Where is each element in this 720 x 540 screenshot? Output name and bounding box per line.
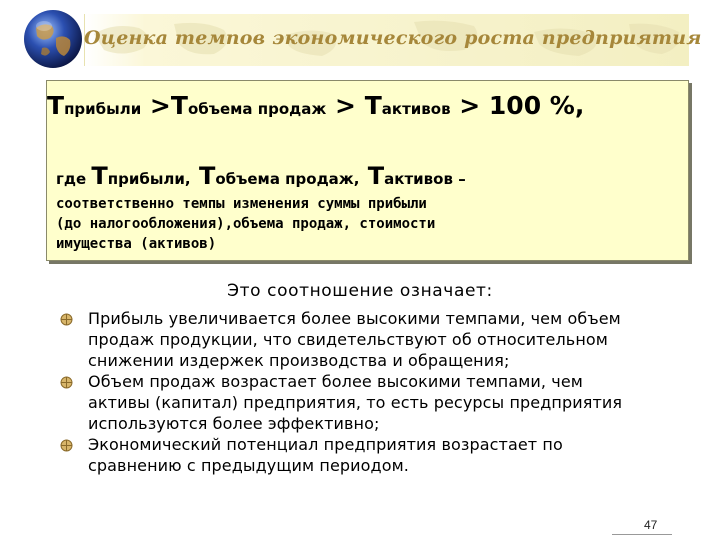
formula-op-1: >Т xyxy=(141,91,188,120)
where-line xyxy=(56,162,466,190)
bullet-list xyxy=(60,308,700,476)
page-title: Оценка темпов экономического роста предприятия xyxy=(84,27,702,49)
list-item xyxy=(60,308,700,371)
where-sub-sales: объема продаж, xyxy=(215,170,360,188)
list-item xyxy=(60,371,700,434)
bullet-icon xyxy=(60,313,73,326)
where-t-assets: Т xyxy=(359,162,385,190)
where-sub-profit: прибыли, xyxy=(107,170,191,188)
formula-box xyxy=(46,80,689,261)
formula-op-2: > Т xyxy=(326,91,382,120)
bullet-icon xyxy=(60,376,73,389)
where-t-sales: Т xyxy=(190,162,216,190)
formula-sub-assets: активов xyxy=(381,100,451,118)
bullet-text: Объем продаж возрастает более высокими темпами, чем активы (капитал) предприятия, то есть ресурсы предприятия используются более эффективно; xyxy=(88,372,623,433)
formula-sub-sales: объема продаж xyxy=(187,100,327,118)
formula-op-3: > 100 %, xyxy=(450,91,585,120)
page-number-underline xyxy=(612,534,672,535)
list-item xyxy=(60,434,700,476)
bullet-text: Экономический потенциал предприятия возрастает по сравнению с предыдущим периодом. xyxy=(88,435,563,475)
definition-text: соответственно темпы изменения суммы прибыли (до налогообложения),объема продаж, стоимости имущества (активов) xyxy=(56,196,436,252)
bullet-icon xyxy=(60,439,73,452)
page-number: 47 xyxy=(644,518,658,532)
meaning-heading: Это соотношение означает: xyxy=(227,281,493,301)
where-t-profit: Т xyxy=(91,162,108,190)
globe-icon xyxy=(22,8,84,70)
formula-line xyxy=(47,91,584,120)
formula-sub-profit: прибыли xyxy=(64,100,142,118)
formula-t-profit: Т xyxy=(47,91,65,120)
where-prefix: где xyxy=(56,170,92,188)
bullet-text: Прибыль увеличивается более высокими темпами, чем объем продаж продукции, что свидетельствуют об относительном снижении издержек производства и обращения; xyxy=(88,309,621,370)
where-sub-assets: активов – xyxy=(384,170,466,188)
